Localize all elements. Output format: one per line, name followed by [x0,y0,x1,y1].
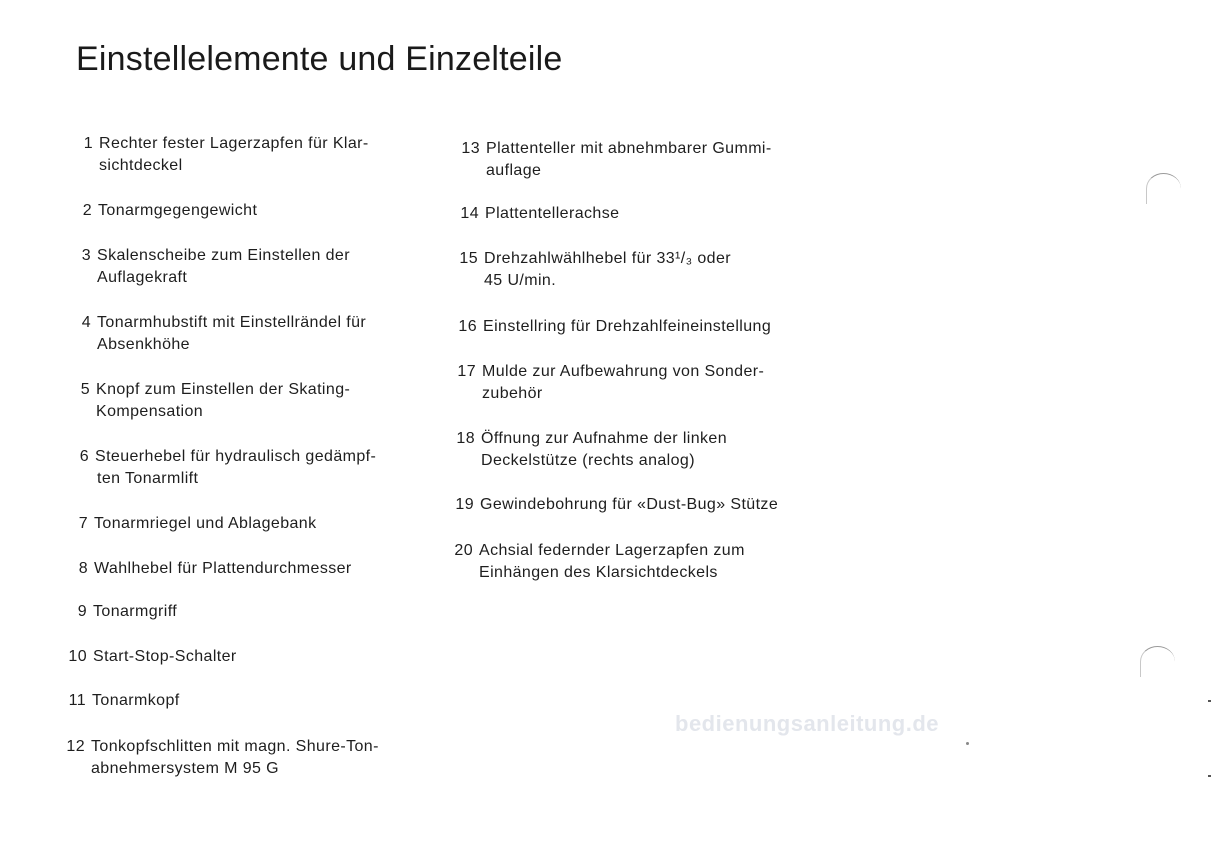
item-number: 14 [460,205,479,222]
item-text-continued: zubehör [482,385,543,402]
item-number: 10 [68,648,87,665]
list-item-16 [458,316,772,338]
item-text: Knopf zum Einstellen der Skating- [96,381,351,398]
binder-hole-bottom [1140,646,1175,677]
item-text: Tonkopfschlitten mit magn. Shure-Ton- [91,738,379,755]
item-number: 18 [456,430,475,447]
item-text: Tonarmhubstift mit Einstellrändel für [97,314,367,331]
list-item-15 [459,248,732,292]
item-number: 4 [81,314,91,331]
list-item-19 [455,494,779,516]
item-number: 7 [78,515,88,532]
item-text: Wahlhebel für Plattendurchmesser [94,560,352,577]
item-text-continued: Kompensation [96,403,204,420]
item-text-continued: ten Tonarmlift [97,470,199,487]
list-item-6 [79,446,377,490]
page-title: Einstellelemente und Einzelteile [76,40,563,78]
item-number: 3 [81,247,91,264]
item-number: 12 [66,738,85,755]
item-text: Plattentellerachse [485,205,620,222]
item-number: 19 [455,496,474,513]
item-text: Tonarmriegel und Ablagebank [94,515,317,532]
list-item-18 [456,428,728,472]
item-number: 2 [82,202,92,219]
item-text-continued: abnehmersystem M 95 G [91,760,280,777]
item-text: Tonarmkopf [92,692,180,709]
item-text: Drehzahlwählhebel für 33¹/₃ oder [484,250,732,267]
item-number: 1 [83,135,93,152]
list-item-4 [81,312,367,356]
item-number: 15 [459,250,478,267]
item-text: Achsial federnder Lagerzapfen zum [479,542,745,559]
list-item-7 [78,513,317,535]
item-number: 16 [458,318,477,335]
item-number: 6 [79,448,89,465]
edge-mark [1208,775,1211,777]
list-item-5 [80,379,351,423]
item-number: 8 [78,560,88,577]
item-text: Öffnung zur Aufnahme der linken [481,430,728,447]
item-number: 17 [457,363,476,380]
item-text-continued: 45 U/min. [484,272,557,289]
list-item-9 [77,601,178,623]
edge-mark [1208,700,1211,702]
item-text-continued: auflage [486,162,542,179]
binder-hole-top [1146,173,1181,204]
item-text-continued: Auflagekraft [97,269,188,286]
list-item-3 [81,245,350,289]
list-item-10 [68,646,237,668]
item-text-continued: Deckelstütze (rechts analog) [481,452,695,469]
list-item-12 [66,736,379,780]
item-text: Rechter fester Lagerzapfen für Klar- [99,135,369,152]
item-text-continued: Einhängen des Klarsichtdeckels [479,564,718,581]
item-text: Gewindebohrung für «Dust-Bug» Stütze [480,496,779,513]
item-text: Tonarmgriff [93,603,178,620]
list-item-8 [78,558,352,580]
watermark: bedienungsanleitung.de [675,711,940,736]
item-text: Start-Stop-Schalter [93,648,237,665]
speck [966,742,969,745]
list-item-2 [82,200,258,222]
item-text: Mulde zur Aufbewahrung von Sonder- [482,363,765,380]
list-item-13 [461,138,772,182]
item-text: Einstellring für Drehzahlfeineinstellung [483,318,772,335]
item-text: Tonarmgegengewicht [98,202,258,219]
item-number: 13 [461,140,480,157]
list-item-17 [457,361,765,405]
item-text: Steuerhebel für hydraulisch gedämpf- [95,448,377,465]
list-item-1 [83,133,369,177]
item-text-continued: Absenkhöhe [97,336,190,353]
list-item-20 [454,540,745,584]
item-text: Plattenteller mit abnehmbarer Gummi- [486,140,772,157]
list-item-14 [460,203,620,225]
item-text-continued: sichtdeckel [99,157,183,174]
item-number: 20 [454,542,473,559]
item-number: 11 [68,692,86,709]
item-number: 9 [77,603,87,620]
item-number: 5 [80,381,90,398]
list-item-11 [68,690,180,712]
item-text: Skalenscheibe zum Einstellen der [97,247,350,264]
